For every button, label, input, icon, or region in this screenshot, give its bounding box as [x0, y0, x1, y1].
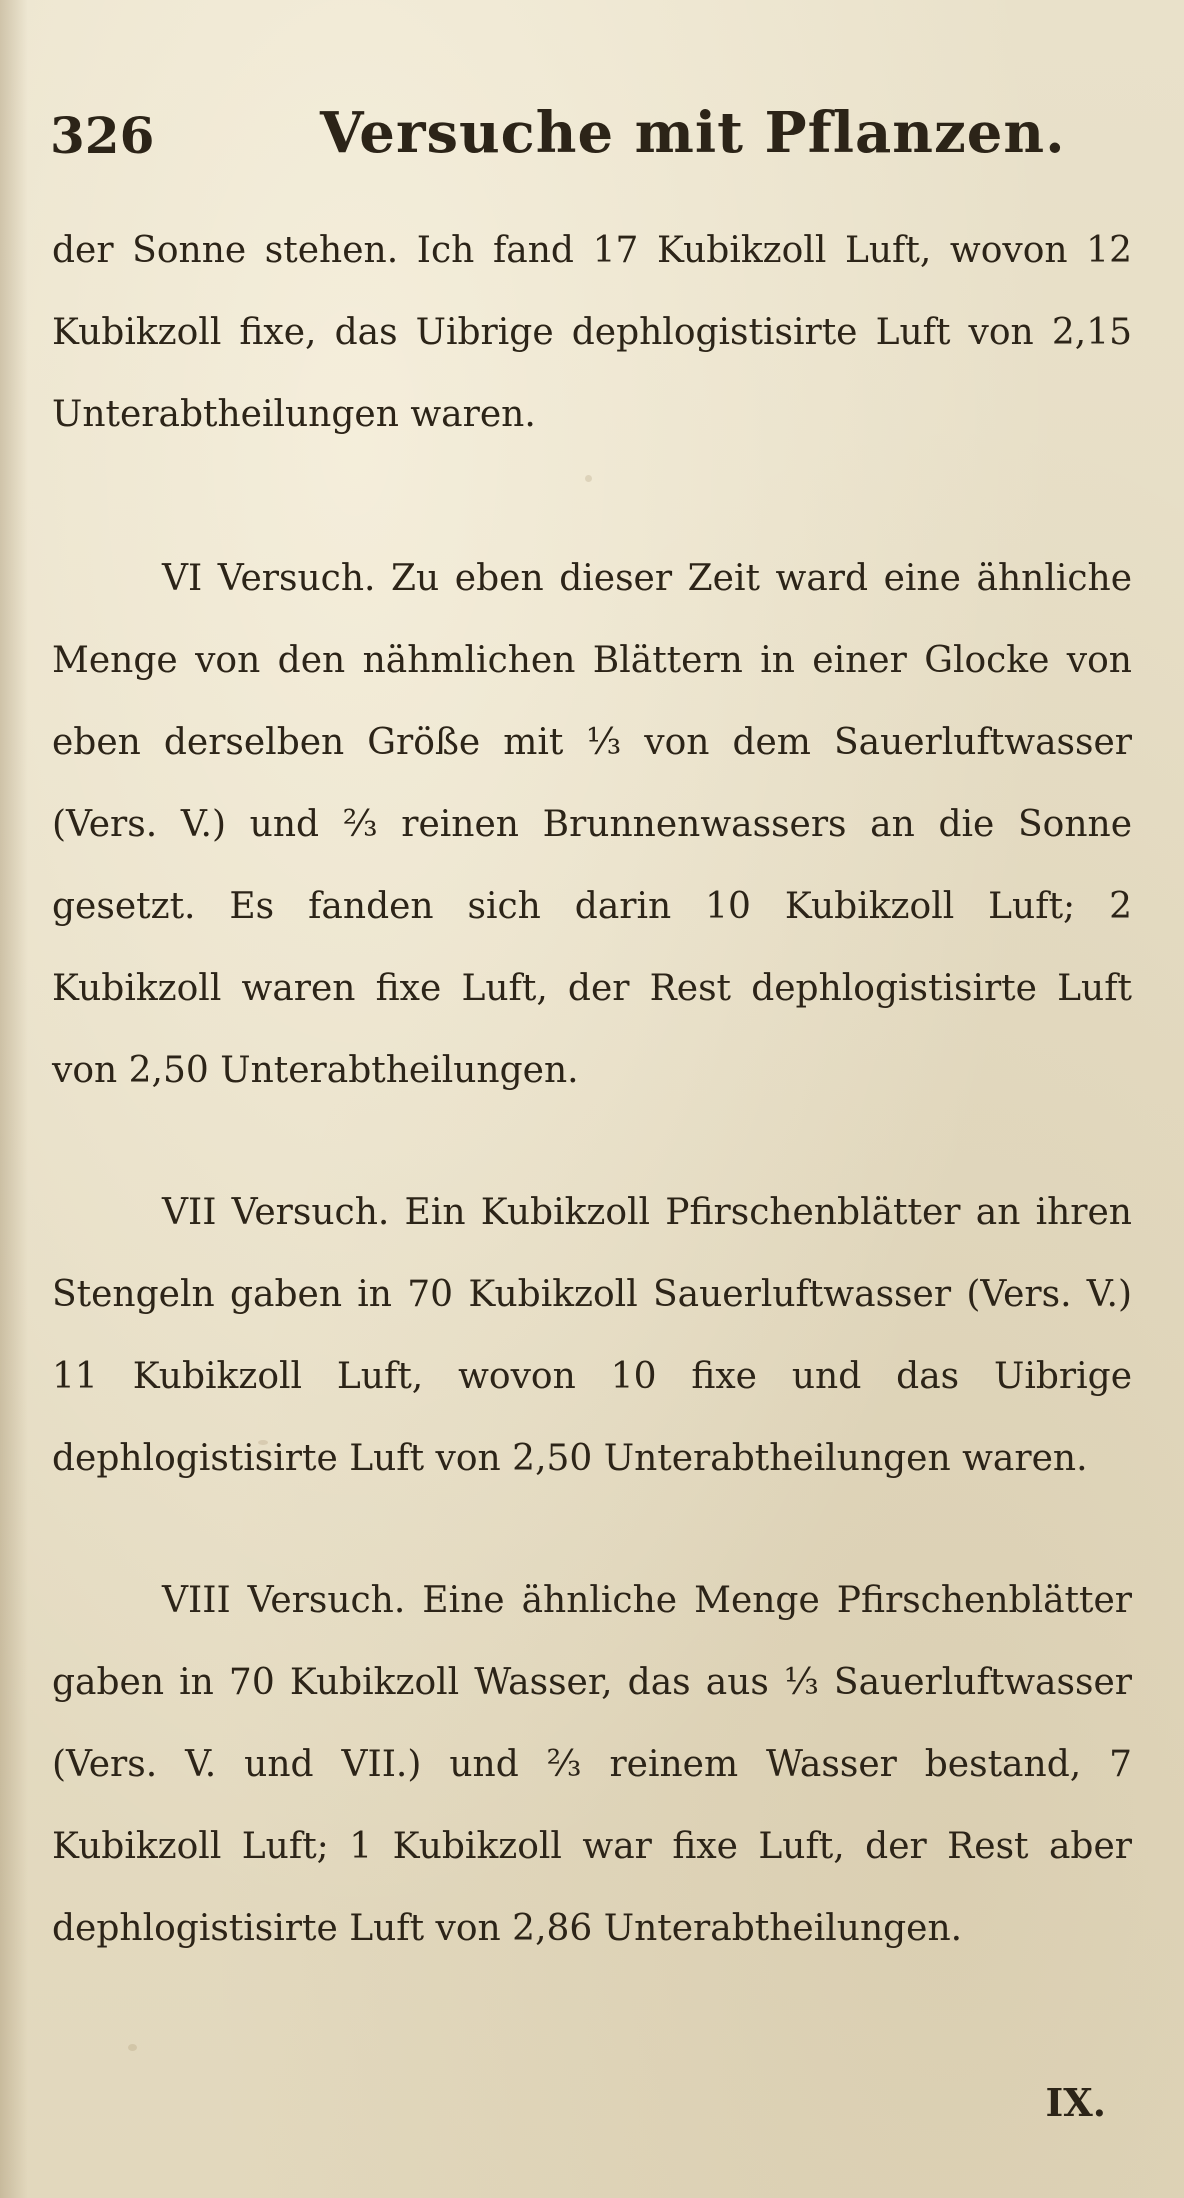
- catchword: IX.: [1045, 2080, 1106, 2125]
- paragraph-spacer: [52, 1500, 1132, 1560]
- paragraph-experiment-viii: VIII Versuch. Eine ähnliche Menge Pfirschenblätter gaben in 70 Kubikzoll Wasser, das aus ⅓ Sauerluftwasser (Vers. V. und VII.) und ⅔ reinem Wasser bestand, 7 Kubikzoll Luft; 1 Kubikzoll war fixe Luft, der Rest aber dephlogistisirte Luft von 2,86 Unterabtheilungen.: [52, 1580, 1132, 1949]
- running-title: Versuche mit Pflanzen.: [320, 100, 1066, 166]
- body-text: [52, 210, 1132, 1970]
- paragraph-experiment-vii: VII Versuch. Ein Kubikzoll Pfirschenblätter an ihren Stengeln gaben in 70 Kubikzoll Sauerluftwasser (Vers. V.) 11 Kubikzoll Luft, wovon 10 fixe und das Uibrige dephlogistisirte Luft von 2,50 Unterabtheilungen waren.: [52, 1192, 1132, 1479]
- paragraph-spacer: [52, 456, 1132, 538]
- paragraph-experiment-vi: VI Versuch. Zu eben dieser Zeit ward eine ähnliche Menge von den nähmlichen Blättern in einer Glocke von eben derselben Größe mit ⅓ von dem Sauerluftwasser (Vers. V.) und ⅔ reinen Brunnenwassers an die Sonne gesetzt. Es fanden sich darin 10 Kubikzoll Luft; 2 Kubikzoll waren fixe Luft, der Rest dephlogistisirte Luft von 2,50 Unterabtheilungen.: [52, 558, 1132, 1091]
- page-gutter-shadow: [0, 0, 28, 2198]
- paragraph-spacer: [52, 1112, 1132, 1172]
- page-number: 326: [50, 106, 155, 165]
- page-header: [50, 96, 1130, 176]
- paper-stain: [128, 2044, 137, 2051]
- paragraph-continuation: der Sonne stehen. Ich fand 17 Kubikzoll Luft, wovon 12 Kubikzoll fixe, das Uibrige dephlogistisirte Luft von 2,15 Unterabtheilungen waren.: [52, 230, 1132, 435]
